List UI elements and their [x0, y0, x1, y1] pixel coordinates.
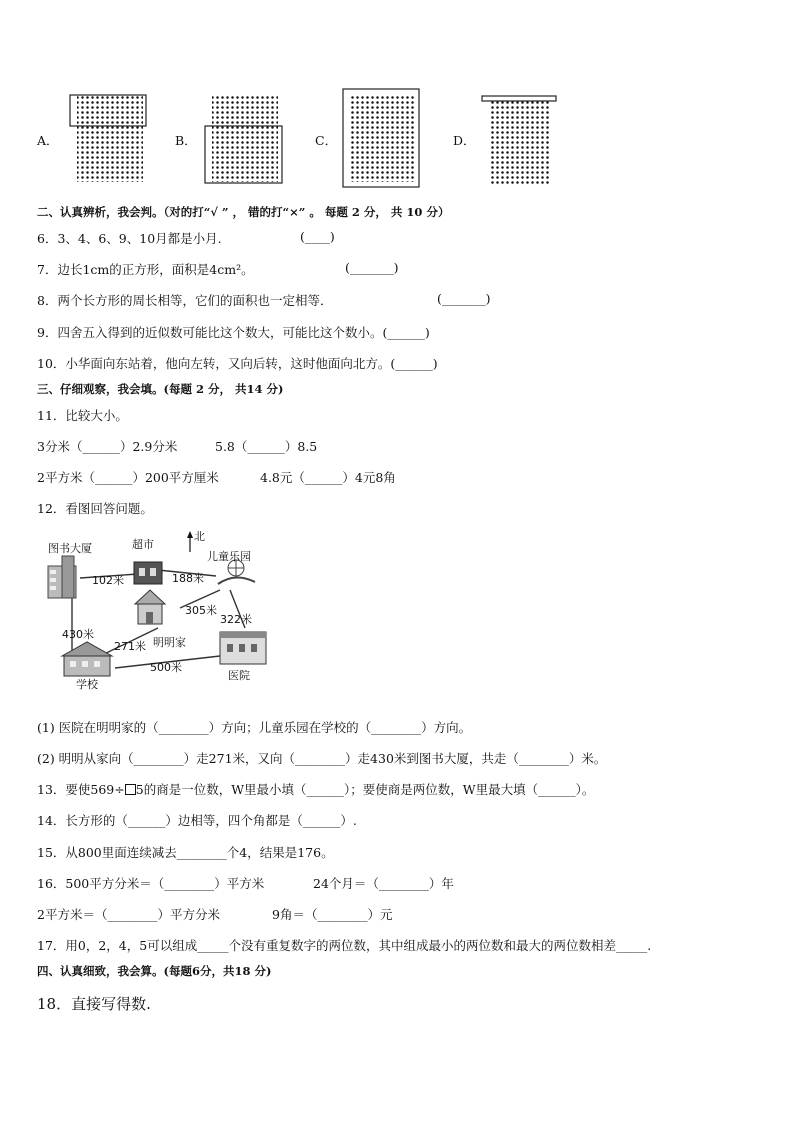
section-2-title: 二、认真辨析，我会判。（对的打“√ ” ， 错的打“×” 。 每题 2 分， 共 10 分）	[37, 205, 450, 219]
question-7	[37, 260, 399, 278]
map-figure	[40, 528, 280, 690]
blank-square-icon	[125, 784, 136, 795]
home-building	[135, 590, 165, 624]
question-11-row-2	[37, 468, 396, 486]
label-park: 儿童乐园	[207, 550, 251, 563]
library-building	[48, 556, 76, 598]
question-16-row-1	[37, 874, 454, 892]
option-a-figure	[70, 95, 146, 182]
compare-4: 4.8元（______）4元8角	[260, 470, 396, 485]
question-16-row-2	[37, 905, 393, 923]
compare-1: 3分米（______）2.9分米	[37, 439, 178, 454]
question-10: 10．小华面向东站着，他向左转，又向后转，这时他面向北方。(______)	[37, 356, 438, 371]
label-market: 超市	[132, 538, 154, 551]
compare-3: 2平方米（______）200平方厘米	[37, 470, 219, 485]
compare-2: 5.8（______）8.5	[215, 439, 318, 454]
question-17: 17．用0，2，4，5可以组成_____个没有重复数字的两位数，其中组成最小的两位数和最大的两位数相差_____.	[37, 938, 652, 953]
question-12: 12．看图回答问题。	[37, 501, 153, 516]
label-d430: 430米	[62, 628, 94, 641]
convert-1: 16．500平方分米＝（________）平方米	[37, 876, 265, 891]
question-13-pre: 13．要使569÷	[37, 782, 125, 797]
option-c-figure	[343, 89, 419, 187]
option-d-label: D．	[453, 133, 476, 148]
question-9: 9．四舍五入得到的近似数可能比这个数大，可能比这个数小。(______)	[37, 325, 430, 340]
question-8	[37, 291, 491, 309]
label-library: 图书大厦	[48, 542, 92, 555]
option-figures	[0, 0, 794, 200]
convert-2: 24个月＝（________）年	[313, 876, 454, 891]
question-13	[37, 780, 594, 798]
section-4-title: 四、认真细致，我会算。(每题6分，共18 分)	[37, 964, 272, 978]
question-15: 15．从800里面连续减去________个4，结果是176。	[37, 845, 334, 860]
question-7-answer-blank[interactable]: (_______)	[345, 260, 399, 275]
label-d271: 271米	[114, 640, 146, 653]
school-building	[62, 642, 112, 676]
question-6-text: 6．3、4、6、9、10月都是小月.	[37, 231, 222, 246]
market-building	[134, 562, 162, 584]
question-11: 11．比较大小。	[37, 408, 128, 423]
label-hospital: 医院	[228, 669, 250, 682]
option-b-label: B．	[175, 133, 197, 148]
label-d322: 322米	[220, 613, 252, 626]
label-d188: 188米	[172, 572, 204, 585]
option-a-label: A．	[37, 133, 59, 148]
label-north: 北	[194, 530, 205, 543]
question-12-part-2: (2) 明明从家向（________）走271米，又向（________）走430米到图书大厦，共走（________）米。	[37, 751, 607, 766]
question-6	[37, 229, 335, 247]
question-8-text: 8．两个长方形的周长相等，它们的面积也一定相等．	[37, 293, 333, 308]
hospital-building	[220, 632, 266, 664]
question-6-answer-blank[interactable]: (____)	[300, 229, 335, 244]
question-13-post: 5的商是一位数，W里最小填（______）；要使商是两位数，W里最大填（______）。	[135, 782, 595, 797]
label-d305: 305米	[185, 604, 217, 617]
option-b-figure	[205, 95, 282, 183]
label-d102: 102米	[92, 574, 124, 587]
option-d-figure	[482, 96, 556, 184]
label-d500: 500米	[150, 661, 182, 674]
label-home: 明明家	[153, 636, 186, 649]
question-8-answer-blank[interactable]: (_______)	[437, 291, 491, 306]
question-14: 14．长方形的（______）边相等，四个角都是（______）.	[37, 813, 357, 828]
convert-4: 9角＝（________）元	[272, 907, 393, 922]
option-c-label: C．	[315, 133, 338, 148]
question-18: 18．直接写得数.	[37, 995, 151, 1013]
north-arrow-icon	[187, 531, 193, 552]
convert-3: 2平方米＝（________）平方分米	[37, 907, 220, 922]
section-3-title: 三、仔细观察，我会填。(每题 2 分， 共14 分)	[37, 382, 284, 396]
question-7-text: 7．边长1cm的正方形，面积是4cm²。	[37, 262, 254, 277]
label-school: 学校	[76, 678, 98, 690]
park-icon	[218, 560, 255, 584]
question-12-part-1: (1) 医院在明明家的（________）方向；儿童乐园在学校的（________）方向。	[37, 720, 472, 735]
question-11-row-1	[37, 437, 318, 455]
